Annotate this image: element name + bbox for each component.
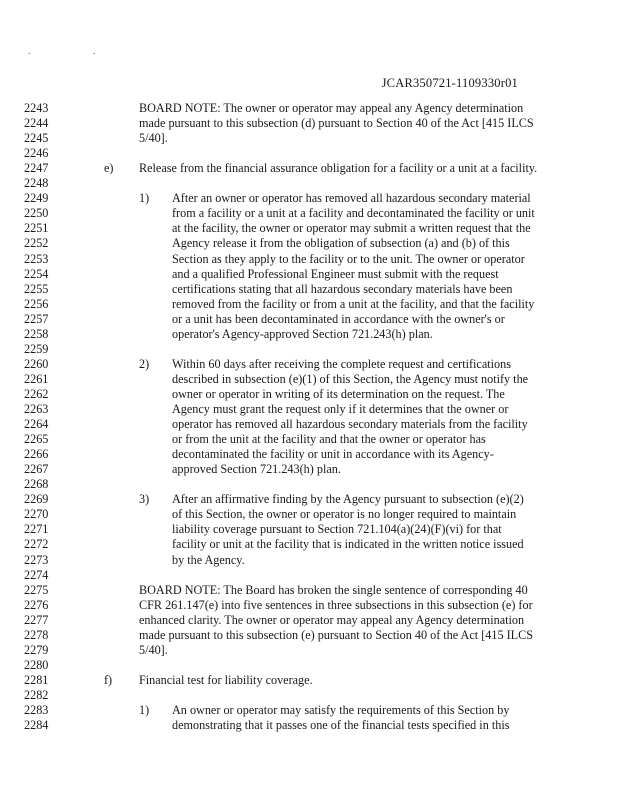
line-text: owner or operator in writing of its determination on the request. The xyxy=(172,386,505,401)
line-text: certifications stating that all hazardous secondary materials have been xyxy=(172,281,513,296)
line-text: by the Agency. xyxy=(172,552,245,567)
line-text: 5/40]. xyxy=(139,131,168,146)
line-text: Release from the financial assurance obligation for a facility or a unit at a facility. xyxy=(139,161,538,176)
list-marker: f) xyxy=(104,672,113,687)
line-number: 2249 xyxy=(24,191,49,206)
line-number: 2278 xyxy=(24,627,49,642)
line-number: 2260 xyxy=(24,356,49,371)
line-number: 2266 xyxy=(24,447,49,462)
line-text: described in subsection (e)(1) of this Section, the Agency must notify the xyxy=(172,371,529,386)
line-text: from a facility or a unit at a facility and decontaminated the facility or unit xyxy=(172,206,535,221)
line-text: Section as they apply to the facility or to the unit. The owner or operator xyxy=(172,251,525,266)
line-text: liability coverage pursuant to Section 721.104(a)(24)(F)(vi) for that xyxy=(172,522,502,537)
line-number: 2275 xyxy=(24,582,49,597)
line-number: 2281 xyxy=(24,672,49,687)
line-number: 2282 xyxy=(24,687,49,702)
list-marker: 1) xyxy=(139,191,150,206)
line-number: 2273 xyxy=(24,552,49,567)
list-marker: 2) xyxy=(139,356,150,371)
line-number: 2255 xyxy=(24,281,49,296)
line-number: 2256 xyxy=(24,296,49,311)
line-text: Agency must grant the request only if it determines that the owner or xyxy=(172,402,509,416)
line-text: Within 60 days after receiving the complete request and certifications xyxy=(172,356,511,371)
line-text: decontaminated the facility or unit in accordance with its Agency- xyxy=(172,447,494,462)
line-text: 5/40]. xyxy=(139,642,168,657)
line-number: 2279 xyxy=(24,642,49,657)
line-number: 2268 xyxy=(24,477,49,492)
line-text: enhanced clarity. The owner or operator may appeal any Agency determination xyxy=(139,612,525,627)
line-text: After an owner or operator has removed all hazardous secondary material xyxy=(172,191,531,206)
line-number: 2259 xyxy=(24,341,49,356)
line-text: operator's Agency-approved Section 721.243(h) plan. xyxy=(172,326,433,341)
line-number: 2258 xyxy=(24,326,49,341)
line-text: or a unit has been decontaminated in accordance with the owner's or xyxy=(172,311,505,326)
line-number: 2254 xyxy=(24,266,49,281)
line-number: 2248 xyxy=(24,176,49,191)
line-number: 2267 xyxy=(24,462,49,477)
line-text: removed from the facility or from a unit at the facility, and that the facility xyxy=(172,296,535,311)
line-number: 2284 xyxy=(24,718,49,733)
line-number: 2253 xyxy=(24,251,49,266)
line-text: BOARD NOTE: The owner or operator may appeal any Agency determination xyxy=(139,101,524,115)
line-number: 2243 xyxy=(24,101,49,115)
line-text: operator has removed all hazardous secondary materials from the facility xyxy=(172,417,528,432)
line-number: 2283 xyxy=(24,703,49,717)
document-id: JCAR350721-1109330r01 xyxy=(381,76,518,90)
list-marker: 1) xyxy=(139,703,150,717)
line-number: 2262 xyxy=(24,386,49,401)
line-text: made pursuant to this subsection (d) pursuant to Section 40 of the Act [415 ILCS xyxy=(139,116,534,131)
line-number: 2244 xyxy=(24,116,49,131)
line-number: 2264 xyxy=(24,417,49,432)
line-text: and a qualified Professional Engineer must submit with the request xyxy=(172,266,499,281)
line-number: 2274 xyxy=(24,567,49,582)
line-number: 2277 xyxy=(24,612,49,627)
line-number: 2257 xyxy=(24,311,49,326)
line-text: facility or unit at the facility that is indicated in the written notice issued xyxy=(172,537,524,552)
line-number: 2246 xyxy=(24,146,49,161)
scan-marks: . . xyxy=(28,46,126,57)
line-number: 2261 xyxy=(24,371,49,386)
list-marker: 3) xyxy=(139,492,150,507)
line-number: 2276 xyxy=(24,597,49,612)
line-number: 2280 xyxy=(24,657,49,672)
line-text: demonstrating that it passes one of the financial tests specified in this xyxy=(172,718,510,733)
line-text: CFR 261.147(e) into five sentences in three subsections in this subsection (e) for xyxy=(139,597,533,612)
line-text: or from the unit at the facility and that the owner or operator has xyxy=(172,432,486,447)
line-number: 2265 xyxy=(24,432,49,447)
line-text: Agency release it from the obligation of subsection (a) and (b) of this xyxy=(172,236,510,251)
line-text: of this Section, the owner or operator is no longer required to maintain xyxy=(172,507,517,522)
line-number: 2245 xyxy=(24,131,49,146)
line-number: 2252 xyxy=(24,236,49,251)
line-number: 2263 xyxy=(24,402,49,416)
list-marker: e) xyxy=(104,161,114,176)
line-text: An owner or operator may satisfy the requirements of this Section by xyxy=(172,703,510,717)
line-number: 2251 xyxy=(24,221,49,236)
line-text: After an affirmative finding by the Agency pursuant to subsection (e)(2) xyxy=(172,492,524,507)
line-text: made pursuant to this subsection (e) pursuant to Section 40 of the Act [415 ILCS xyxy=(139,627,533,642)
line-text: at the facility, the owner or operator may submit a written request that the xyxy=(172,221,531,236)
line-number: 2271 xyxy=(24,522,49,537)
line-text: approved Section 721.243(h) plan. xyxy=(172,462,341,477)
line-text: BOARD NOTE: The Board has broken the single sentence of corresponding 40 xyxy=(139,582,528,597)
line-number: 2269 xyxy=(24,492,49,507)
line-number: 2270 xyxy=(24,507,49,522)
line-number: 2272 xyxy=(24,537,49,552)
line-text: Financial test for liability coverage. xyxy=(139,672,313,687)
line-number: 2250 xyxy=(24,206,49,221)
line-number: 2247 xyxy=(24,161,49,176)
